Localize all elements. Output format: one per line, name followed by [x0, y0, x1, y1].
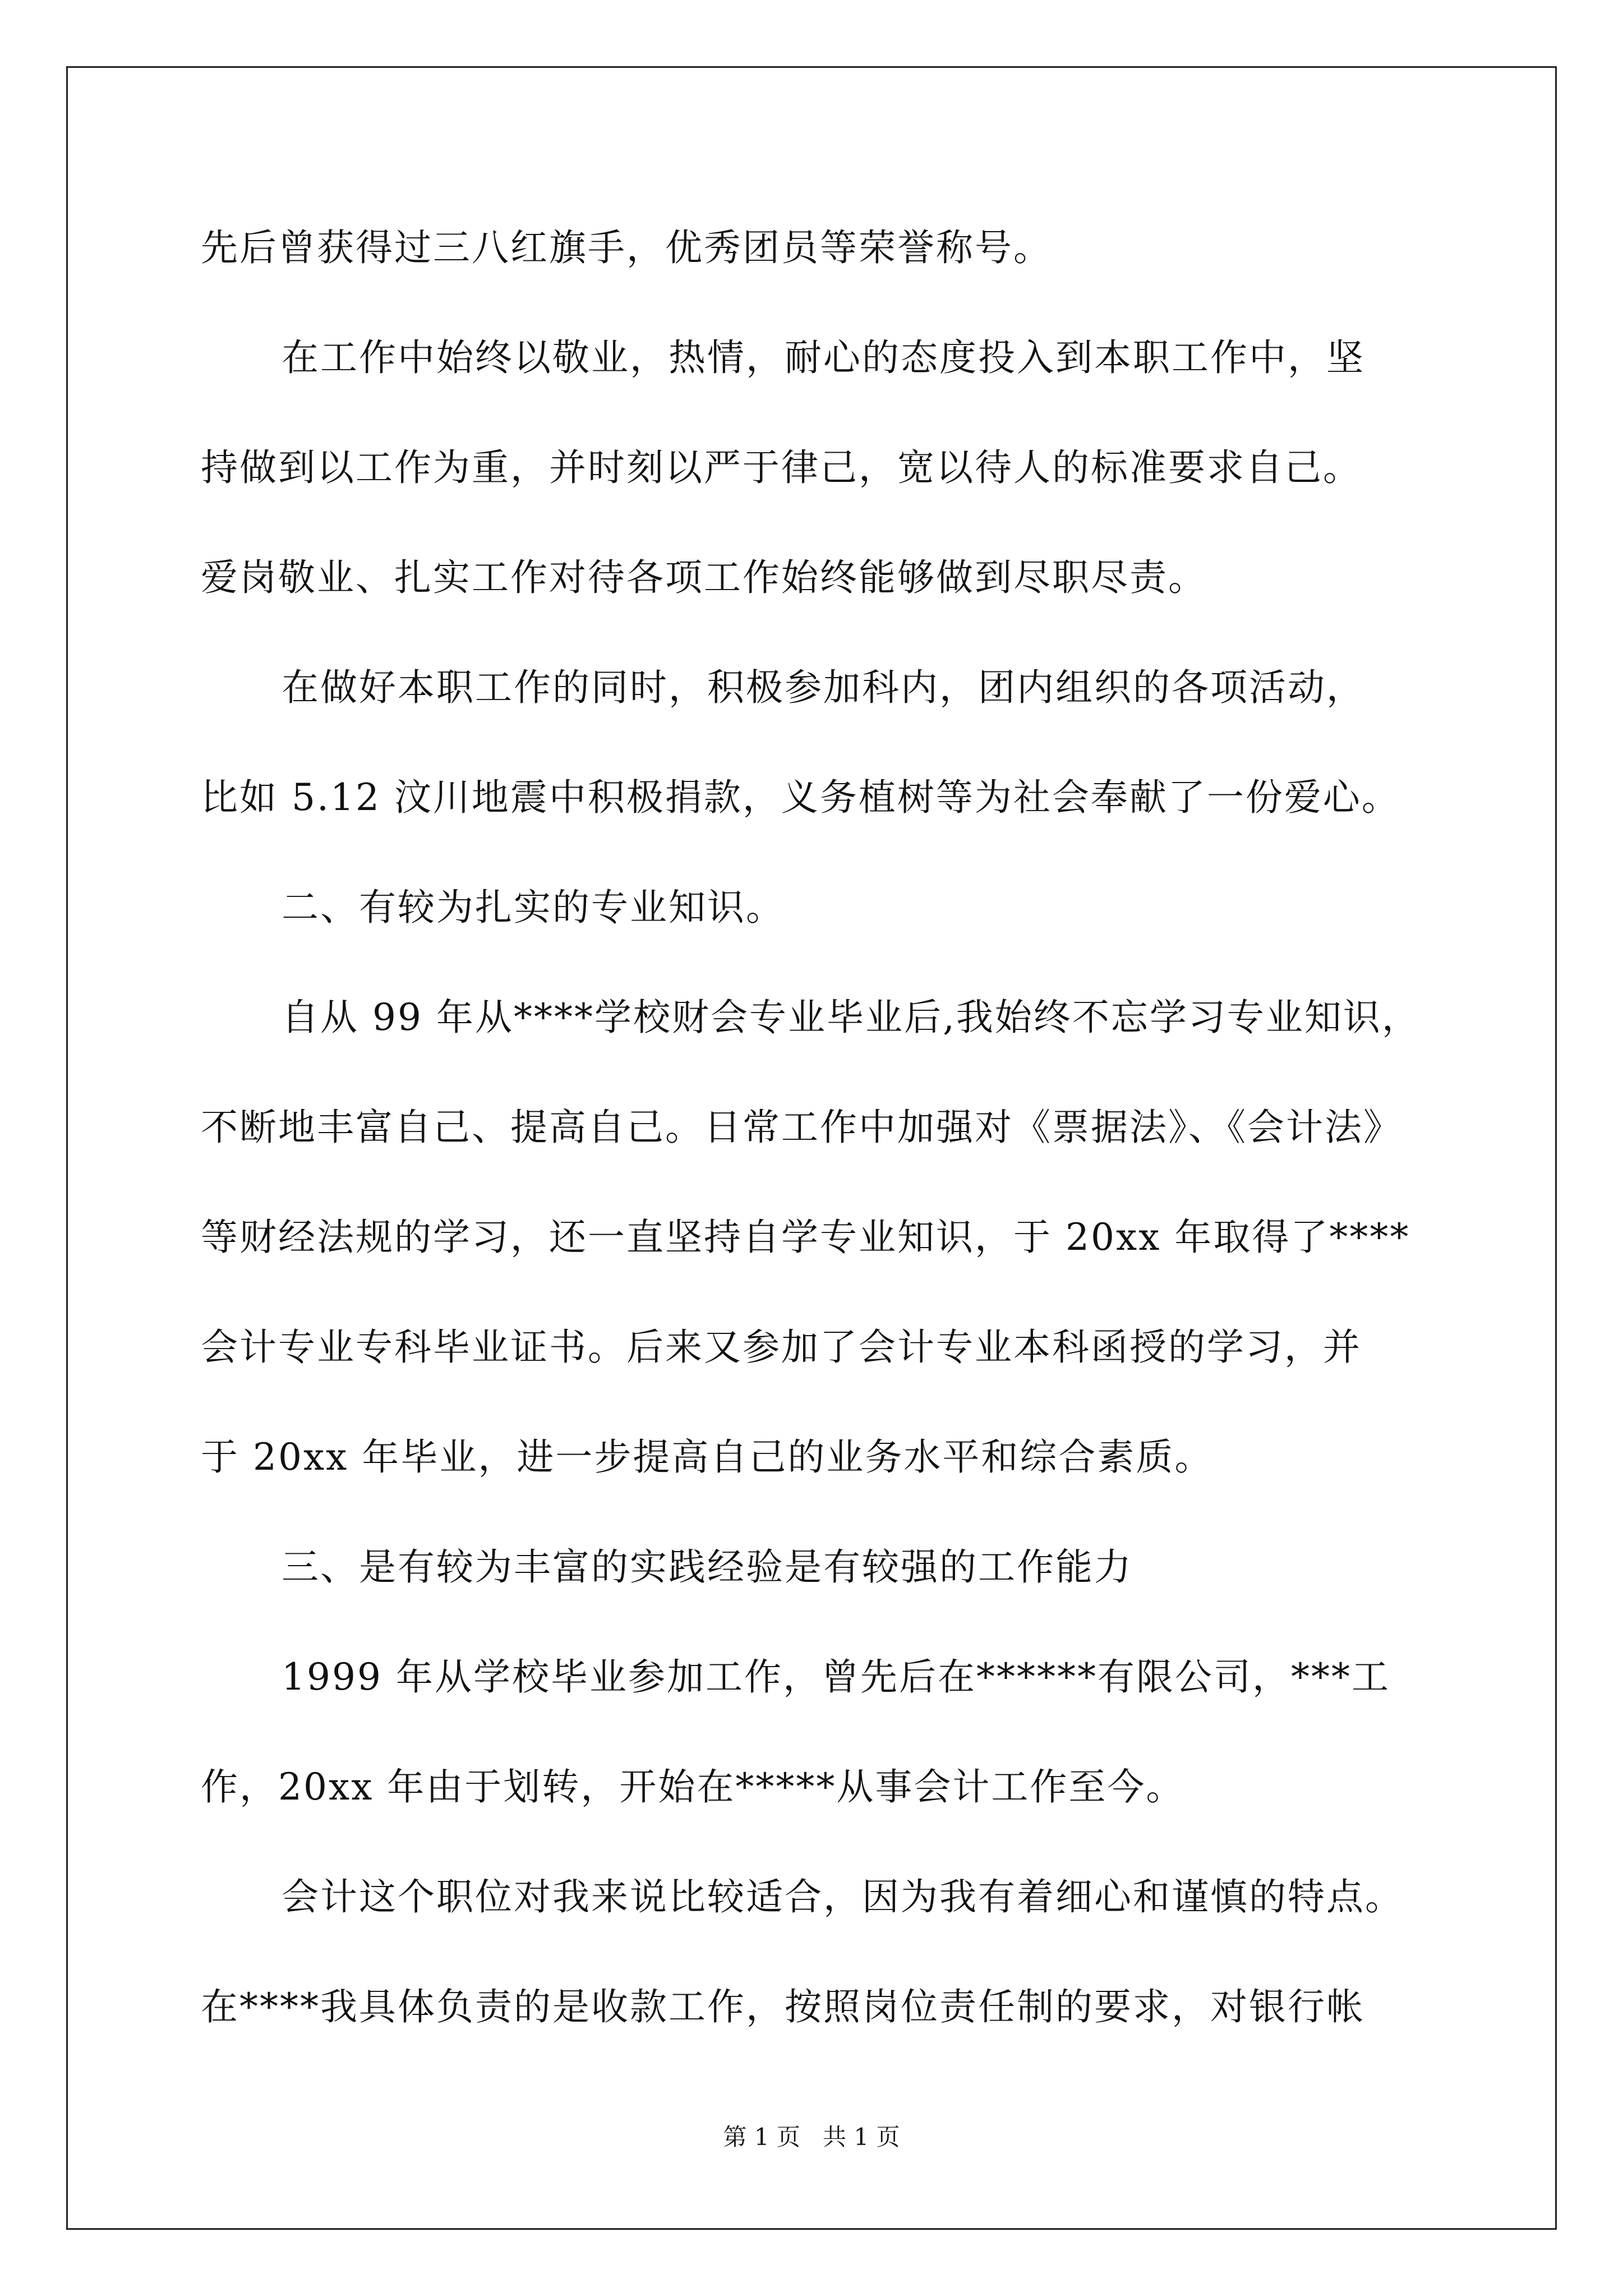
section-heading: 三、是有较为丰富的实践经验是有较强的工作能力: [282, 1545, 1133, 1589]
paragraph-start-line: 在做好本职工作的同时，积极参加科内，团内组织的各项活动，: [282, 666, 1365, 709]
paragraph-start-line: 1999 年从学校毕业参加工作，曾先后在******有限公司，***工: [282, 1655, 1390, 1699]
text-line: 于 20xx 年毕业，进一步提高自己的业务水平和综合素质。: [201, 1435, 1214, 1479]
text-line: 不断地丰富自己、提高自己。日常工作中加强对《票据法》、《会计法》: [201, 1106, 1402, 1149]
text-line: 比如 5.12 汶川地震中积极捐款，义务植树等为社会奉献了一份爱心。: [201, 776, 1400, 819]
text-line: 在****我具体负责的是收款工作，按照岗位责任制的要求，对银行帐: [201, 1985, 1365, 2028]
text-line: 持做到以工作为重，并时刻以严于律己，宽以待人的标准要求自己。: [201, 446, 1362, 489]
text-line: 作，20xx 年由于划转，开始在*****从事会计工作至今。: [201, 1765, 1185, 1809]
page-footer: 第 1 页 共 1 页: [723, 2123, 900, 2151]
section-heading: 二、有较为扎实的专业知识。: [282, 886, 785, 929]
text-line: 会计专业专科毕业证书。后来又参加了会计专业本科函授的学习，并: [201, 1326, 1362, 1369]
text-line: 先后曾获得过三八红旗手，优秀团员等荣誉称号。: [201, 226, 1052, 269]
paragraph-start-line: 会计这个职位对我来说比较适合，因为我有着细心和谨慎的特点。: [282, 1875, 1404, 1918]
text-line: 等财经法规的学习，还一直坚持自学专业知识，于 20xx 年取得了****: [201, 1216, 1410, 1259]
text-line: 爱岗敬业、扎实工作对待各项工作始终能够做到尽职尽责。: [201, 556, 1207, 599]
paragraph-start-line: 自从 99 年从****学校财会专业毕业后,我始终不忘学习专业知识，: [282, 996, 1421, 1039]
paragraph-start-line: 在工作中始终以敬业，热情，耐心的态度投入到本职工作中，坚: [282, 336, 1365, 379]
